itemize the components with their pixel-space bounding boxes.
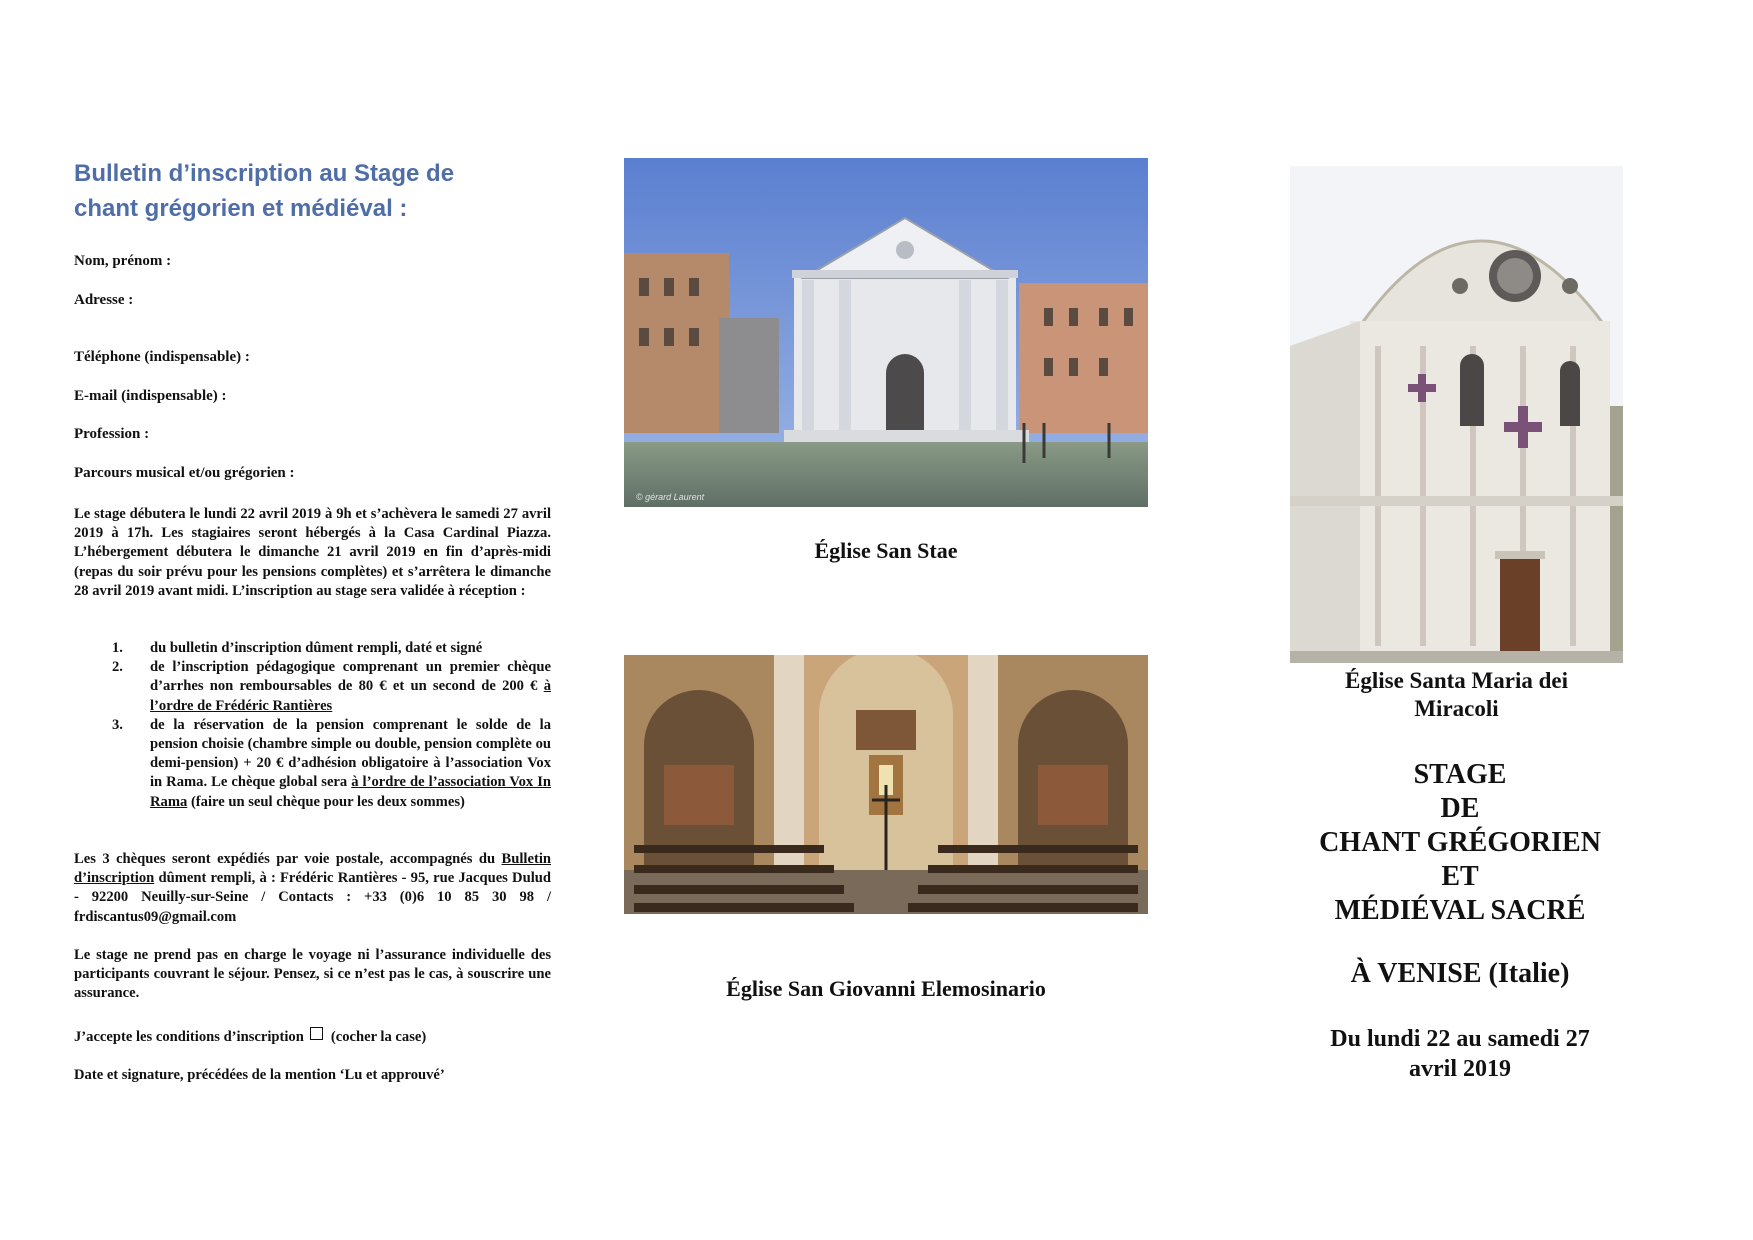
- step-number: 2.: [112, 659, 123, 676]
- miracoli-caption-line-1: Église Santa Maria dei: [1345, 668, 1568, 693]
- photo-credit: © gérard Laurent: [636, 492, 705, 502]
- email-field-label: E-mail (indispensable) :: [74, 388, 227, 404]
- accept-hint: (cocher la case): [330, 1029, 427, 1045]
- san-stae-caption: Église San Stae: [814, 538, 958, 563]
- background-field-label: Parcours musical et/ou grégorien :: [74, 465, 295, 481]
- form-heading-line-2: chant grégorien et médiéval :: [74, 195, 408, 222]
- san-giovanni-caption: Église San Giovanni Elemosinario: [726, 976, 1046, 1001]
- list-item: [74, 716, 551, 812]
- step-text: du bulletin d’inscription dûment rempli, daté et signé: [150, 640, 483, 656]
- stage-dates: [1290, 1024, 1630, 1084]
- step-number: 1.: [112, 640, 123, 656]
- payee-underlined: à l’ordre de l’association Vox In Rama: [150, 774, 551, 810]
- phone-field-label: Téléphone (indispensable) :: [74, 349, 250, 365]
- location-heading: À VENISE (Italie): [1350, 958, 1570, 989]
- step-number: 3.: [112, 716, 123, 733]
- title-line: CHANT GRÉGORIEN: [1319, 827, 1601, 858]
- validation-steps-list: [74, 639, 551, 812]
- san-stae-photo: [624, 158, 1148, 507]
- miracoli-caption: [1290, 667, 1623, 723]
- accept-conditions-row: [74, 1027, 426, 1046]
- form-heading-line-1: Bulletin d’inscription au Stage de: [74, 160, 455, 187]
- bulletin-underlined: Bulletin d’inscription: [74, 851, 551, 887]
- address-field-label: Adresse :: [74, 292, 134, 308]
- accept-label: J’accepte les conditions d’inscription: [74, 1029, 304, 1045]
- step-text: de la réservation de la pension comprenant le solde de la pension choisie (chambre simple ou double, pension complète ou demi-pension) + 20 € d’adhésion obligatoire à l’association Vox in Rama. Le chèque global sera à l’ordre de l’association Vox In Rama (faire un seul chèque pour les deux sommes): [150, 716, 551, 810]
- title-line: DE: [1440, 793, 1480, 824]
- step-text: de l’inscription pédagogique comprenant un premier chèque d’arrhes non remboursables de 80 € et un second de 200 € à l’ordre de Frédéric Rantières: [150, 659, 551, 714]
- mailing-paragraph: Les 3 chèques seront expédiés par voie postale, accompagnés du Bulletin d’inscription dûment rempli, à : Frédéric Rantières - 95, rue Jacques Dulud - 92200 Neuilly-sur-Seine / Contacts : +33 (0)6 10 85 30 98 / frdiscantus09@gmail.com: [74, 851, 551, 925]
- san-giovanni-photo: [624, 655, 1148, 914]
- stage-title: [1290, 758, 1630, 928]
- title-line: STAGE: [1413, 759, 1507, 790]
- form-heading: [74, 156, 534, 226]
- accept-checkbox[interactable]: [310, 1027, 323, 1040]
- name-field-label: Nom, prénom :: [74, 253, 172, 269]
- miracoli-photo: [1290, 166, 1623, 663]
- dates-line-2: avril 2019: [1409, 1056, 1511, 1082]
- dates-line-1: Du lundi 22 au samedi 27: [1330, 1026, 1590, 1052]
- miracoli-caption-line-2: Miracoli: [1414, 696, 1499, 721]
- list-item: [74, 658, 551, 716]
- intro-paragraph: Le stage débutera le lundi 22 avril 2019 à 9h et s’achèvera le samedi 27 avril 2019 à 17h. Les stagiaires seront hébergés à la Casa Cardinal Piazza. L’hébergement débutera le dimanche 21 avril 2019 en fin d’après-midi (repas du soir prévu pour les pensions complètes) et s’arrêtera le dimanche 28 avril 2019 avant midi. L’inscription au stage sera validée à réception :: [74, 506, 551, 599]
- payee-underlined: à l’ordre de Frédéric Rantières: [150, 678, 551, 714]
- title-line: MÉDIÉVAL SACRÉ: [1334, 895, 1586, 926]
- signature-line: Date et signature, précédées de la mention ‘Lu et approuvé’: [74, 1067, 445, 1083]
- profession-field-label: Profession :: [74, 426, 150, 442]
- list-item: [74, 639, 551, 658]
- insurance-paragraph: Le stage ne prend pas en charge le voyage ni l’assurance individuelle des participants couvrant le séjour. Pensez, si ce n’est pas le cas, à souscrire une assurance.: [74, 947, 551, 1002]
- title-line: ET: [1441, 861, 1479, 892]
